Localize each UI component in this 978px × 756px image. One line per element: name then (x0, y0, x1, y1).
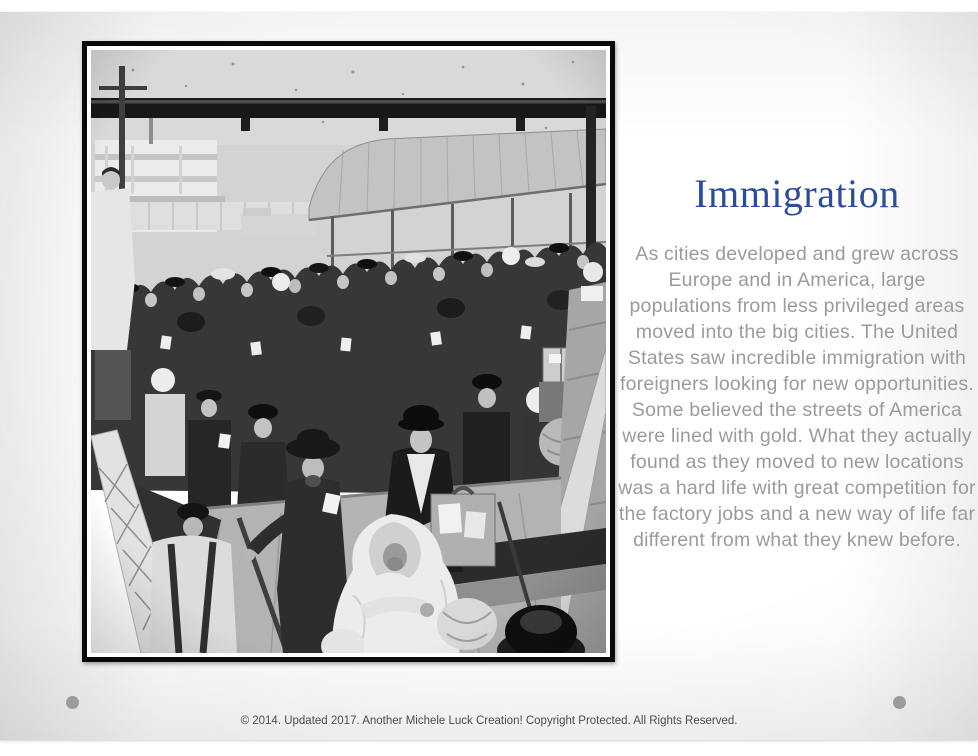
presentation-slide (0, 12, 978, 740)
corner-dot-left (66, 696, 79, 709)
slide-text-column (617, 170, 977, 553)
slide-title: Immigration (694, 171, 900, 216)
slide-body-text: As cities developed and grew across Europe and in America, large populations from less privileged areas moved into the big cities. The United States saw incredible immigration with foreigners looking for new opportunities. Some believed the streets of America were lined with gold. What they actually found as they moved to new locations was a hard life with great competition for the factory jobs and a new way of life far different from what they knew before. (618, 243, 976, 551)
photo-frame (82, 41, 615, 662)
corner-dot-right (893, 696, 906, 709)
immigration-photo (91, 50, 606, 653)
copyright-footer: © 2014. Updated 2017. Another Michele Luck Creation! Copyright Protected. All Rights Reserved. (240, 715, 738, 727)
